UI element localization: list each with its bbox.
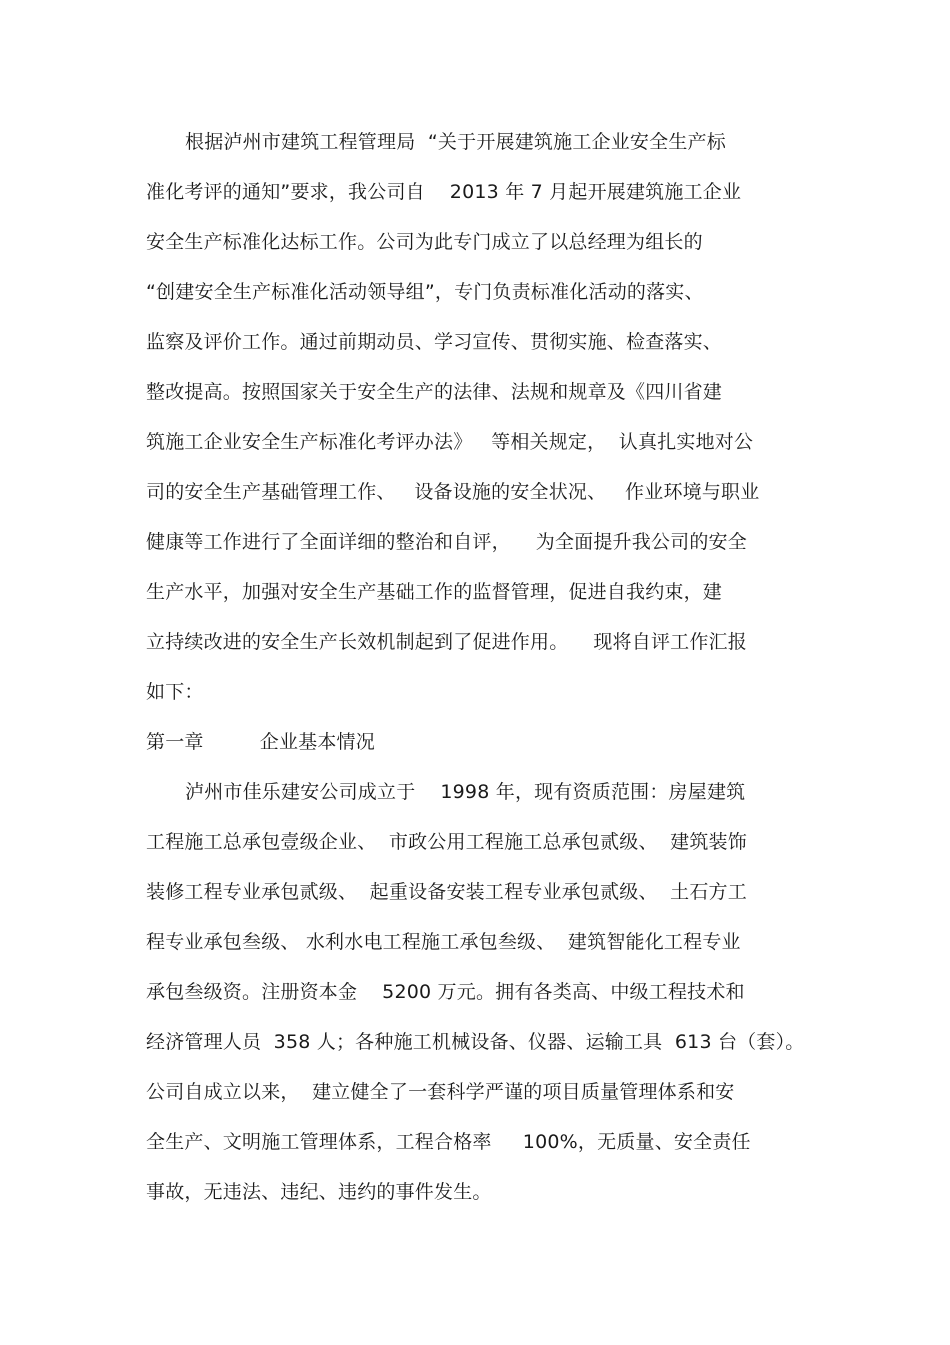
paragraph-line: 整改提高。按照国家关于安全生产的法律、法规和规章及《四川省建 xyxy=(146,381,723,403)
paragraph-line: 如下： xyxy=(146,681,204,703)
paragraph-line: “创建安全生产标准化活动领导组”，专门负责标准化活动的落实、 xyxy=(146,281,704,303)
paragraph-line: 经济管理人员 358 人；各种施工机械设备、仪器、运输工具 613 台（套）。 xyxy=(146,1031,805,1053)
paragraph-line: 承包叁级资。注册资本金 5200 万元。拥有各类高、中级工程技术和 xyxy=(146,981,745,1003)
paragraph-line: 生产水平，加强对安全生产基础工作的监督管理，促进自我约束，建 xyxy=(146,581,723,603)
paragraph-line: 健康等工作进行了全面详细的整治和自评， 为全面提升我公司的安全 xyxy=(146,531,747,553)
paragraph-line: 装修工程专业承包贰级、 起重设备安装工程专业承包贰级、 土石方工 xyxy=(146,881,747,903)
paragraph-line: 根据泸州市建筑工程管理局 “关于开展建筑施工企业安全生产标 xyxy=(185,131,726,153)
paragraph-line: 安全生产标准化达标工作。公司为此专门成立了以总经理为组长的 xyxy=(146,231,703,253)
paragraph-line: 工程施工总承包壹级企业、 市政公用工程施工总承包贰级、 建筑装饰 xyxy=(146,831,747,853)
paragraph-line: 司的安全生产基础管理工作、 设备设施的安全状况、 作业环境与职业 xyxy=(146,481,760,503)
paragraph-line: 立持续改进的安全生产长效机制起到了促进作用。 现将自评工作汇报 xyxy=(146,631,747,653)
paragraph-line: 事故，无违法、违纪、违约的事件发生。 xyxy=(146,1181,492,1203)
paragraph-line: 准化考评的通知”要求，我公司自 2013 年 7 月起开展建筑施工企业 xyxy=(146,181,742,203)
paragraph-line: 全生产、文明施工管理体系，工程合格率 100%，无质量、安全责任 xyxy=(146,1131,751,1153)
paragraph-line: 程专业承包叁级、 水利水电工程施工承包叁级、 建筑智能化工程专业 xyxy=(146,931,741,953)
paragraph-line: 公司自成立以来， 建立健全了一套科学严谨的项目质量管理体系和安 xyxy=(146,1081,735,1103)
paragraph-line: 筑施工企业安全生产标准化考评办法》 等相关规定， 认真扎实地对公 xyxy=(146,431,754,453)
paragraph-line: 监察及评价工作。通过前期动员、学习宣传、贯彻实施、检查落实、 xyxy=(146,331,723,353)
chapter-heading: 第一章 企业基本情况 xyxy=(146,731,375,753)
paragraph-line: 泸州市佳乐建安公司成立于 1998 年，现有资质范围：房屋建筑 xyxy=(185,781,746,803)
